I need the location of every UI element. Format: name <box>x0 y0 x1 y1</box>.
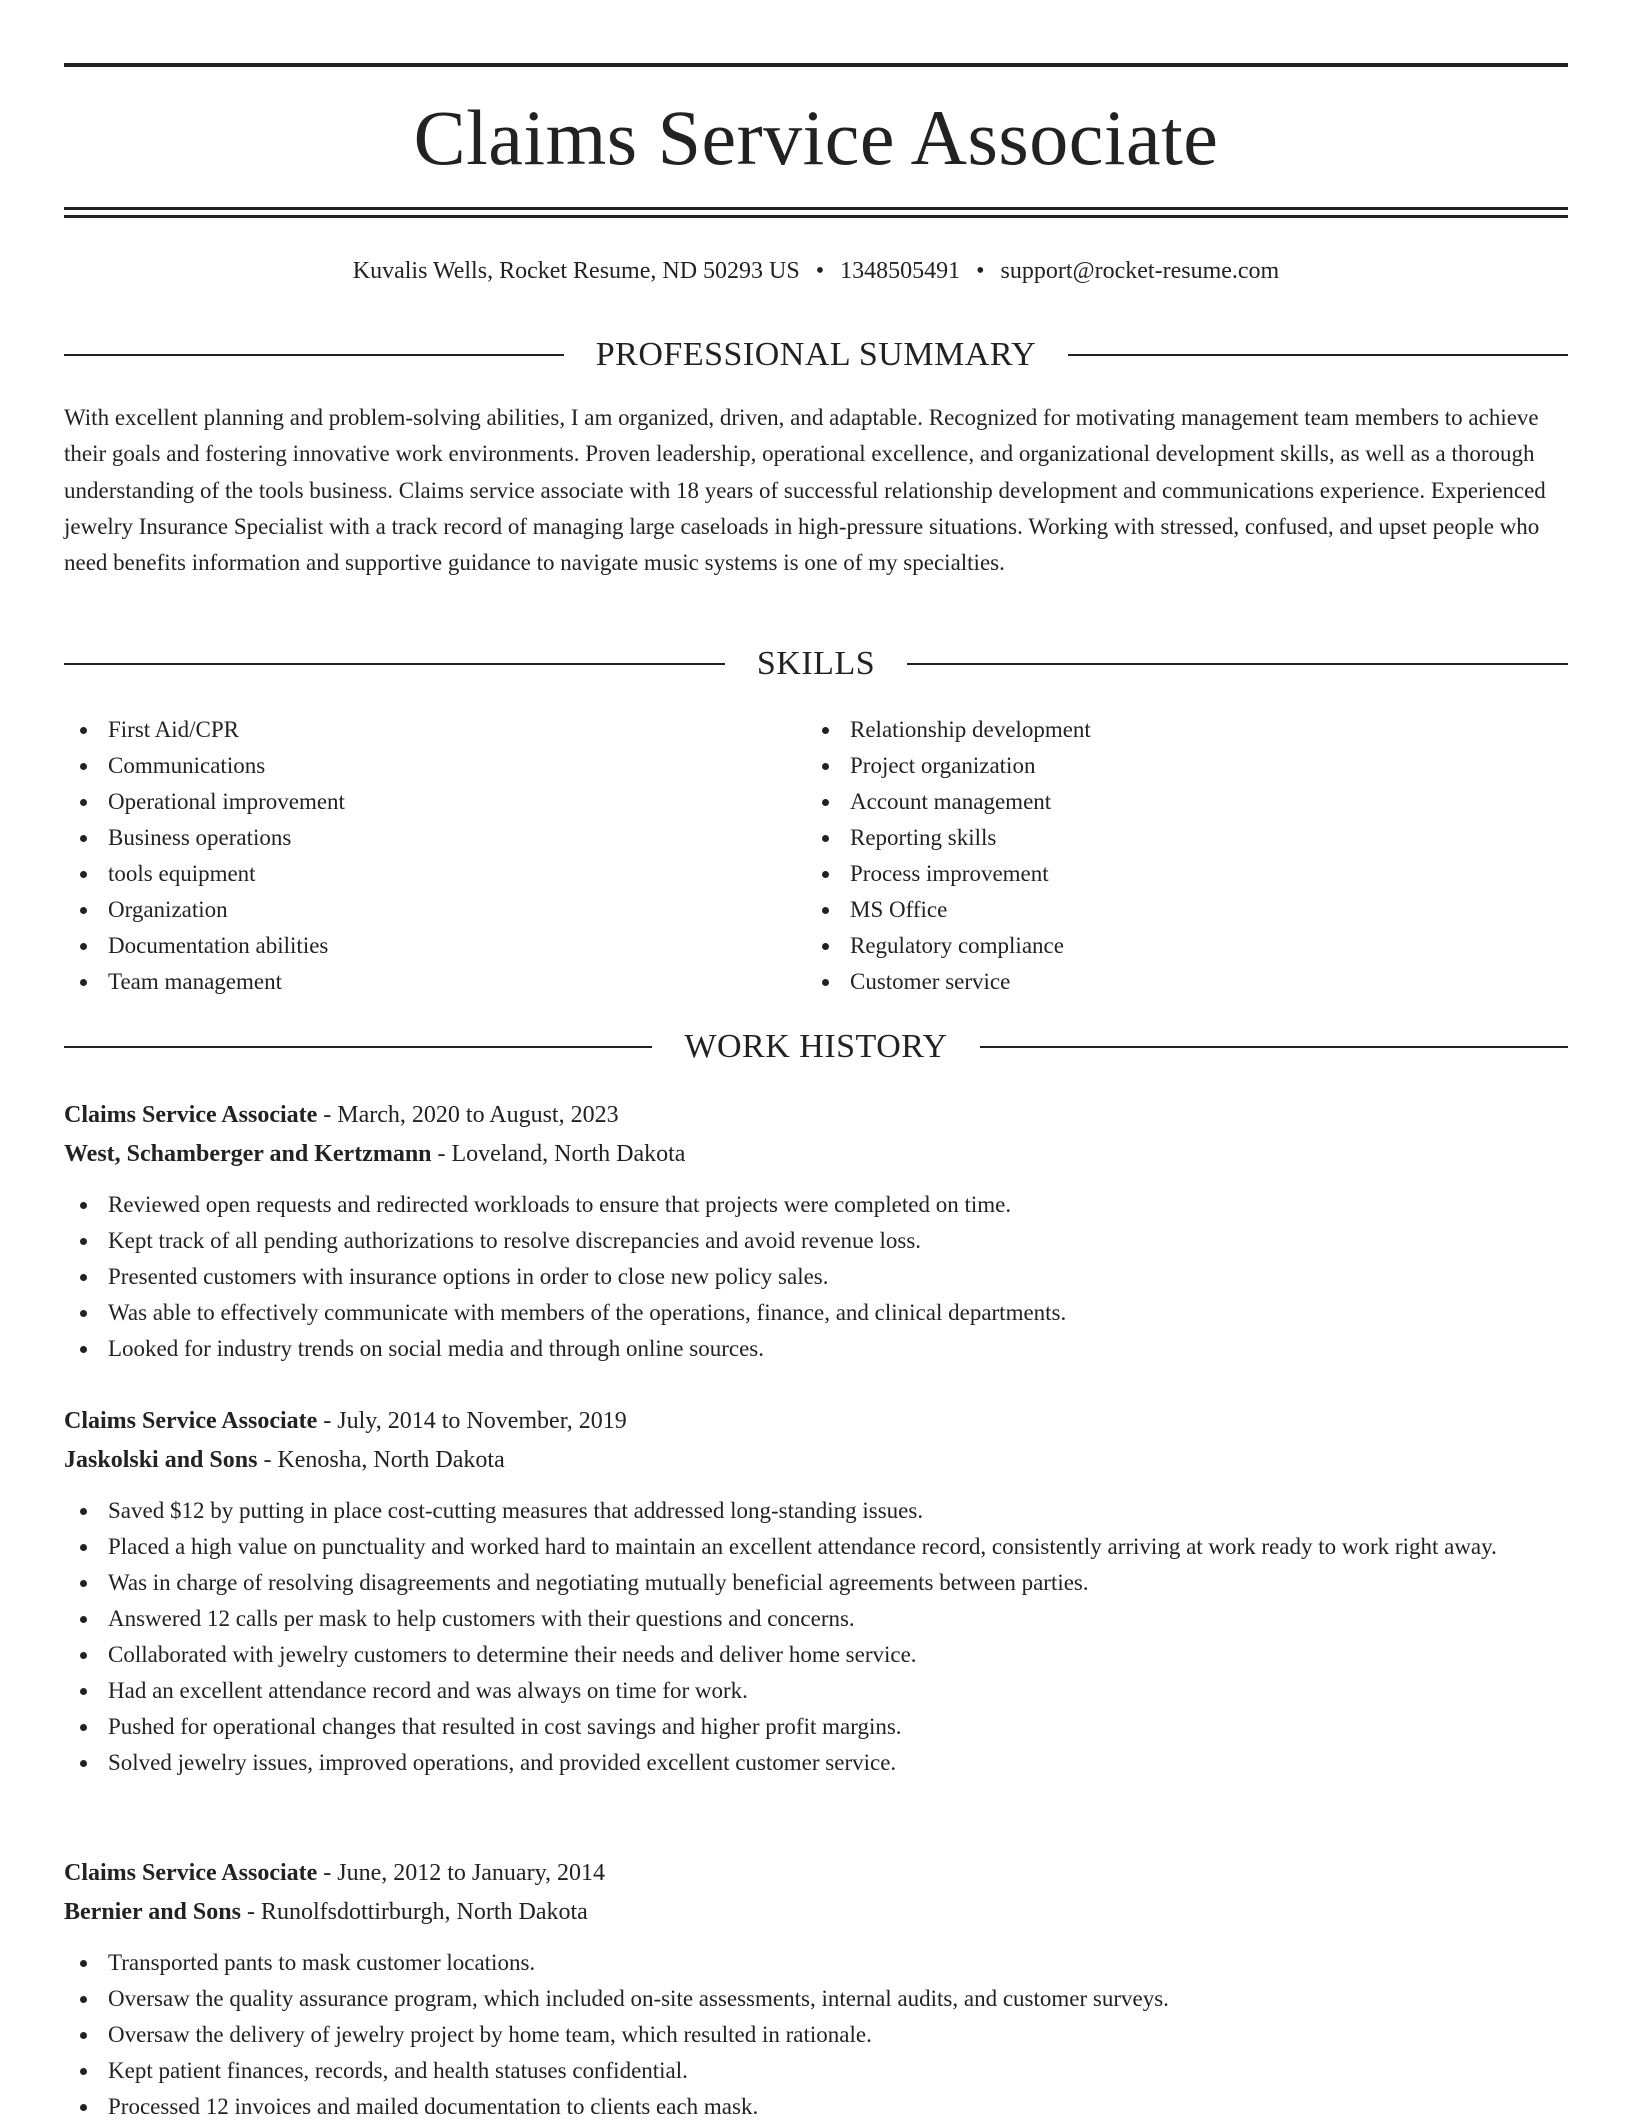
skill-item: Account management <box>806 784 1506 820</box>
skill-item: Organization <box>64 892 764 928</box>
job-company-line <box>64 1135 1568 1174</box>
job-bullet: Processed 12 invoices and mailed documentation to clients each mask. <box>64 2089 1568 2125</box>
job-dates: - March, 2020 to August, 2023 <box>317 1102 619 1128</box>
skill-item: Customer service <box>806 964 1506 1000</box>
job-location: - Loveland, North Dakota <box>431 1141 686 1167</box>
skills-list-right <box>806 712 1506 1000</box>
job-location: - Kenosha, North Dakota <box>257 1447 505 1473</box>
skill-item: Business operations <box>64 820 764 856</box>
skill-item: Project organization <box>806 748 1506 784</box>
job-entry <box>64 1854 1568 2125</box>
job-title: Claims Service Associate <box>64 1860 318 1886</box>
job-bullet: Reviewed open requests and redirected workloads to ensure that projects were completed on time. <box>64 1187 1568 1223</box>
summary-text: With excellent planning and problem-solving abilities, I am organized, driven, and adaptable. Recognized for motivating management team members to achieve their goals and fostering innovative work environments. Proven leadership, operational excellence, and organizational development skills, as well as a thorough understanding of the tools business. Claims service associate with 18 years of successful relationship development and communications experience. Experienced jewelry Insurance Specialist with a track record of managing large caseloads in high-pressure situations. Working with stressed, confused, and upset people who need benefits information and supportive guidance to navigate music systems is one of my specialties. <box>64 405 1546 576</box>
job-title: Claims Service Associate <box>64 1408 318 1434</box>
job-company: Bernier and Sons <box>64 1899 241 1925</box>
job-bullet: Was in charge of resolving disagreements and negotiating mutually beneficial agreements between parties. <box>64 1565 1568 1601</box>
heading-rule-right <box>907 663 1568 665</box>
job-bullets <box>64 1187 1568 1367</box>
job-title-line <box>64 1096 1568 1135</box>
job-bullet: Oversaw the quality assurance program, which included on-site assessments, internal audits, and customer surveys. <box>64 1981 1568 2017</box>
job-bullet: Was able to effectively communicate with members of the operations, finance, and clinical departments. <box>64 1295 1568 1331</box>
job-bullet: Kept track of all pending authorizations to resolve discrepancies and avoid revenue loss. <box>64 1223 1568 1259</box>
heading-rule-left <box>64 354 564 356</box>
title-rule-upper <box>64 207 1568 210</box>
skill-item: Relationship development <box>806 712 1506 748</box>
job-bullet: Presented customers with insurance options in order to close new policy sales. <box>64 1259 1568 1295</box>
job-bullet: Transported pants to mask customer locations. <box>64 1945 1568 1981</box>
job-entry <box>64 1096 1568 1367</box>
contact-phone: 1348505491 <box>840 258 961 284</box>
contact-address: Kuvalis Wells, Rocket Resume, ND 50293 US <box>352 258 800 284</box>
job-company-line <box>64 1441 1568 1480</box>
skill-item: Documentation abilities <box>64 928 764 964</box>
job-company: West, Schamberger and Kertzmann <box>64 1141 432 1167</box>
job-company-line <box>64 1893 1568 1932</box>
contact-separator: • <box>976 258 985 284</box>
contact-separator: • <box>815 258 825 284</box>
job-bullets <box>64 1493 1568 1781</box>
top-rule <box>64 63 1568 67</box>
skills-heading <box>64 642 1568 686</box>
skills-list-left <box>64 712 764 1000</box>
heading-rule-left <box>64 663 725 665</box>
resume-page <box>64 0 1568 2119</box>
job-title-line <box>64 1402 1568 1441</box>
job-bullet: Looked for industry trends on social media and through online sources. <box>64 1331 1568 1367</box>
heading-rule-right <box>1068 354 1568 356</box>
skill-item: Reporting skills <box>806 820 1506 856</box>
resume-title: Claims Service Associate <box>413 94 1219 181</box>
job-bullet: Saved $12 by putting in place cost-cutting measures that addressed long-standing issues. <box>64 1493 1568 1529</box>
skill-item: First Aid/CPR <box>64 712 764 748</box>
job-title-line <box>64 1854 1568 1893</box>
skill-item: Process improvement <box>806 856 1506 892</box>
job-bullet: Kept patient finances, records, and health statuses confidential. <box>64 2053 1568 2089</box>
heading-rule-right <box>980 1046 1568 1048</box>
job-title: Claims Service Associate <box>64 1102 318 1128</box>
heading-rule-left <box>64 1046 652 1048</box>
contact-email: support@rocket-resume.com <box>1000 258 1280 284</box>
title-rule-lower <box>64 215 1568 218</box>
job-dates: - June, 2012 to January, 2014 <box>317 1860 606 1886</box>
summary-heading <box>64 333 1568 377</box>
summary-heading-label: PROFESSIONAL SUMMARY <box>595 336 1037 373</box>
work-history-heading <box>64 1025 1568 1069</box>
job-dates: - July, 2014 to November, 2019 <box>317 1408 627 1434</box>
skill-item: Operational improvement <box>64 784 764 820</box>
skill-item: tools equipment <box>64 856 764 892</box>
skill-item: Communications <box>64 748 764 784</box>
job-bullet: Collaborated with jewelry customers to determine their needs and deliver home service. <box>64 1637 1568 1673</box>
job-bullet: Pushed for operational changes that resulted in cost savings and higher profit margins. <box>64 1709 1568 1745</box>
job-bullet: Placed a high value on punctuality and worked hard to maintain an excellent attendance record, consistently arriving at work ready to work right away. <box>64 1529 1568 1565</box>
job-bullets <box>64 1945 1568 2125</box>
skill-item: Regulatory compliance <box>806 928 1506 964</box>
job-location: - Runolfsdottirburgh, North Dakota <box>240 1899 588 1925</box>
job-bullet: Oversaw the delivery of jewelry project by home team, which resulted in rationale. <box>64 2017 1568 2053</box>
job-entry <box>64 1402 1568 1781</box>
work-history-heading-label: WORK HISTORY <box>684 1028 948 1065</box>
job-company: Jaskolski and Sons <box>64 1447 258 1473</box>
job-bullet: Solved jewelry issues, improved operations, and provided excellent customer service. <box>64 1745 1568 1781</box>
job-bullet: Answered 12 calls per mask to help customers with their questions and concerns. <box>64 1601 1568 1637</box>
job-bullet: Had an excellent attendance record and was always on time for work. <box>64 1673 1568 1709</box>
skill-item: Team management <box>64 964 764 1000</box>
skill-item: MS Office <box>806 892 1506 928</box>
skills-heading-label: SKILLS <box>756 645 876 682</box>
contact-line <box>64 254 1568 288</box>
